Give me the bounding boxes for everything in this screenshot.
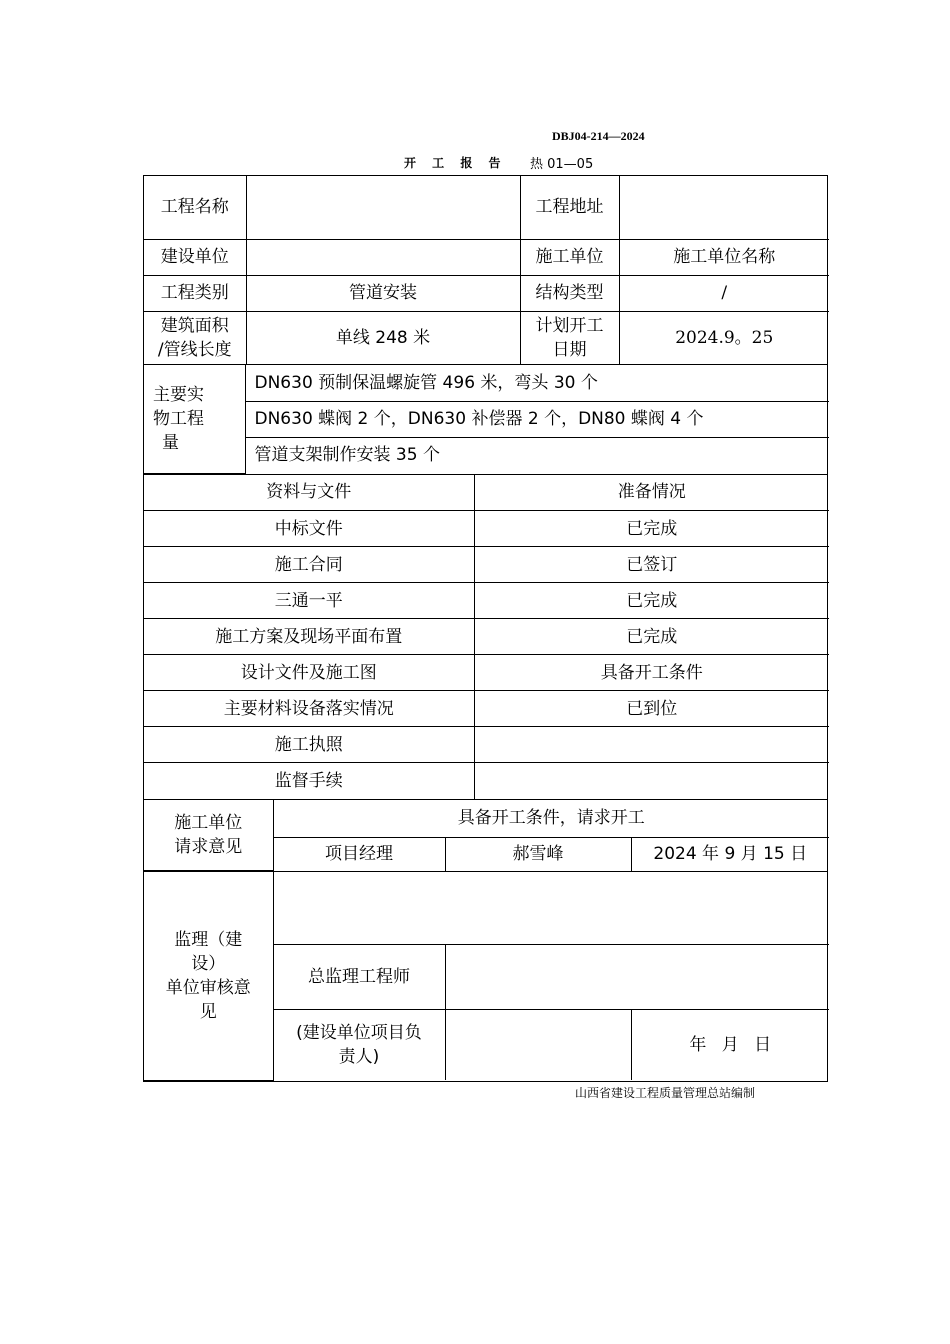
compiler-note: 山西省建设工程质量管理总站编制 [575, 1086, 756, 1100]
doc-status: 已到位 [474, 691, 829, 727]
main-works-label-line-1: 主要实 [153, 384, 204, 405]
owner-value [246, 239, 520, 275]
doc-status: 已完成 [474, 511, 829, 547]
main-works-label-line-2: 物工程 [153, 408, 204, 429]
supervisor-review-section [143, 871, 828, 1082]
start-date-label-line-2: 日期 [552, 339, 587, 360]
doc-status [474, 763, 829, 799]
project-address-label: 工程地址 [520, 176, 619, 239]
main-works-section [143, 364, 828, 474]
category-label: 工程类别 [144, 275, 246, 311]
start-report-table [143, 175, 828, 1082]
review-date: 年 月 日 [631, 1009, 829, 1080]
documents-section [143, 474, 828, 799]
review-label [144, 872, 273, 1080]
table-row [144, 619, 829, 655]
works-item: DN630 预制保温螺旋管 496 米，弯头 30 个 [245, 365, 829, 401]
owner-rep-value [445, 1009, 631, 1080]
request-opinion: 具备开工条件，请求开工 [273, 800, 829, 838]
doc-name: 施工方案及现场平面布置 [144, 619, 474, 655]
area-label-line-2: /管线长度 [157, 339, 232, 360]
start-date-label-line-1: 计划开工 [535, 315, 604, 336]
owner-rep-label-line-2: 责人) [338, 1046, 380, 1067]
doc-status: 已签订 [474, 547, 829, 583]
start-date-label [520, 311, 619, 364]
project-name-value [246, 176, 520, 239]
form-number: 热 01—05 [530, 157, 594, 172]
table-row [144, 727, 829, 763]
request-date: 2024 年 9 月 15 日 [631, 838, 829, 871]
doc-name: 三通一平 [144, 583, 474, 619]
manager-label: 项目经理 [273, 838, 445, 871]
chief-supervisor-label: 总监理工程师 [273, 944, 445, 1009]
area-label [144, 311, 246, 364]
doc-name: 设计文件及施工图 [144, 655, 474, 691]
review-label-line-1: 监理（建 [174, 929, 243, 950]
doc-status: 已完成 [474, 583, 829, 619]
review-opinion [273, 872, 829, 944]
contractor-request-section [143, 799, 828, 872]
table-row [144, 583, 829, 619]
doc-status [474, 727, 829, 763]
review-label-line-2: 设） [191, 953, 226, 974]
owner-rep-label [273, 1009, 445, 1080]
structure-label: 结构类型 [520, 275, 619, 311]
review-label-line-3: 单位审核意 [165, 977, 251, 998]
owner-label: 建设单位 [144, 239, 246, 275]
main-works-label-line-3: 量 [162, 432, 179, 453]
request-label-line-2: 请求意见 [174, 836, 243, 857]
project-info-section [143, 175, 828, 364]
review-label-line-4: 见 [199, 1001, 217, 1022]
doc-name: 中标文件 [144, 511, 474, 547]
doc-name: 施工合同 [144, 547, 474, 583]
project-name-label: 工程名称 [144, 176, 246, 239]
chief-supervisor-value [445, 944, 829, 1009]
area-value: 单线 248 米 [246, 311, 520, 364]
docs-header-left: 资料与文件 [144, 475, 474, 511]
doc-status: 具备开工条件 [474, 655, 829, 691]
manager-name: 郝雪峰 [445, 838, 631, 871]
table-row [144, 655, 829, 691]
main-works-label [144, 365, 245, 473]
owner-rep-label-line-1: (建设单位项目负 [296, 1022, 422, 1043]
table-row [144, 547, 829, 583]
area-label-line-1: 建筑面积 [160, 315, 229, 336]
contractor-label: 施工单位 [520, 239, 619, 275]
table-row [144, 763, 829, 799]
form-title: 开 工 报 告 [404, 156, 507, 170]
doc-name: 施工执照 [144, 727, 474, 763]
project-address-value [619, 176, 829, 239]
doc-name: 监督手续 [144, 763, 474, 799]
doc-status: 已完成 [474, 619, 829, 655]
start-date-value: 2024.9。25 [619, 311, 829, 364]
request-label-line-1: 施工单位 [174, 812, 243, 833]
table-row [144, 511, 829, 547]
structure-value: / [619, 275, 829, 311]
doc-name: 主要材料设备落实情况 [144, 691, 474, 727]
works-item: DN630 蝶阀 2 个，DN630 补偿器 2 个，DN80 蝶阀 4 个 [245, 401, 829, 437]
standard-code: DBJ04-214—2024 [552, 129, 645, 143]
works-item: 管道支架制作安装 35 个 [245, 437, 829, 473]
table-row [144, 691, 829, 727]
request-label [144, 800, 273, 871]
contractor-value: 施工单位名称 [619, 239, 829, 275]
docs-header-right: 准备情况 [474, 475, 829, 511]
category-value: 管道安装 [246, 275, 520, 311]
